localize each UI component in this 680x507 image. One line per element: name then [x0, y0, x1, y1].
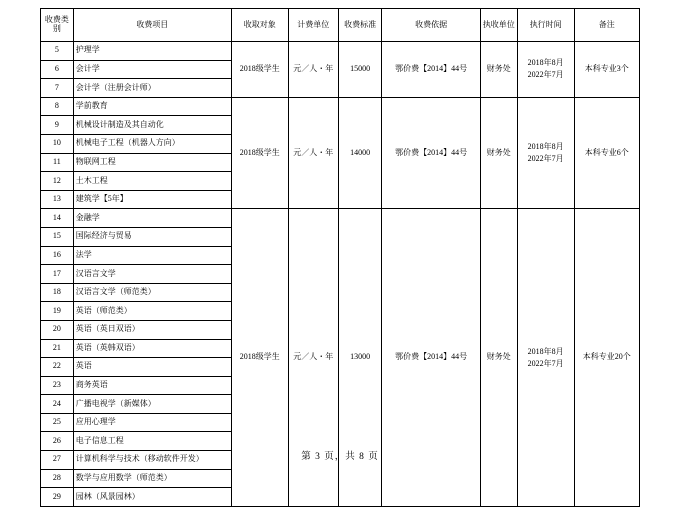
header-item: 收费项目 — [73, 9, 231, 42]
row-no: 24 — [41, 395, 74, 414]
group-object: 2018级学生 — [231, 42, 288, 98]
row-item: 会计学（注册会计师） — [73, 79, 231, 98]
header-unit: 计费单位 — [288, 9, 338, 42]
row-no: 26 — [41, 432, 74, 451]
row-no: 6 — [41, 60, 74, 79]
row-item: 数学与应用数学（师范类） — [73, 469, 231, 488]
group-standard: 13000 — [338, 209, 382, 507]
table-row — [41, 209, 640, 228]
header-object: 收取对象 — [231, 9, 288, 42]
table-row — [41, 42, 640, 61]
row-no: 18 — [41, 283, 74, 302]
row-no: 23 — [41, 376, 74, 395]
row-item: 会计学 — [73, 60, 231, 79]
row-item: 英语（英韩双语） — [73, 339, 231, 358]
fee-schedule-table — [40, 8, 640, 507]
row-no: 27 — [41, 451, 74, 470]
group-basis: 鄂价费【2014】44号 — [382, 97, 480, 209]
group-note: 本科专业3个 — [574, 42, 640, 98]
row-item: 物联网工程 — [73, 153, 231, 172]
row-item: 应用心理学 — [73, 413, 231, 432]
row-item: 计算机科学与技术（移动软件开发） — [73, 451, 231, 470]
row-item: 园林（风景园林） — [73, 488, 231, 507]
group-note: 本科专业20个 — [574, 209, 640, 507]
row-no: 11 — [41, 153, 74, 172]
row-no: 5 — [41, 42, 74, 61]
group-org: 财务处 — [480, 97, 517, 209]
group-unit: 元／人・年 — [288, 42, 338, 98]
group-unit: 元／人・年 — [288, 97, 338, 209]
row-no: 9 — [41, 116, 74, 135]
row-item: 国际经济与贸易 — [73, 227, 231, 246]
row-no: 12 — [41, 172, 74, 191]
row-item: 法学 — [73, 246, 231, 265]
group-time-start: 2018年8月 — [527, 346, 564, 356]
group-org: 财务处 — [480, 42, 517, 98]
row-item: 建筑学【5年】 — [73, 190, 231, 209]
row-no: 15 — [41, 227, 74, 246]
row-no: 17 — [41, 265, 74, 284]
row-no: 8 — [41, 97, 74, 116]
row-no: 20 — [41, 320, 74, 339]
group-time — [517, 42, 574, 98]
row-item: 英语（英日双语） — [73, 320, 231, 339]
row-item: 商务英语 — [73, 376, 231, 395]
table-row — [41, 97, 640, 116]
row-item: 机械电子工程（机器人方向） — [73, 134, 231, 153]
row-item: 学前教育 — [73, 97, 231, 116]
row-no: 19 — [41, 302, 74, 321]
group-standard: 15000 — [338, 42, 382, 98]
header-note: 备注 — [574, 9, 640, 42]
row-no: 28 — [41, 469, 74, 488]
header-time: 执行时间 — [517, 9, 574, 42]
table-header-row — [41, 9, 640, 42]
group-basis: 鄂价费【2014】44号 — [382, 209, 480, 507]
row-no: 25 — [41, 413, 74, 432]
row-no: 13 — [41, 190, 74, 209]
row-item: 护理学 — [73, 42, 231, 61]
group-object: 2018级学生 — [231, 97, 288, 209]
row-item: 电子信息工程 — [73, 432, 231, 451]
row-no: 22 — [41, 358, 74, 377]
page-footer: 第 3 页，共 8 页 — [301, 452, 379, 462]
row-item: 机械设计制造及其自动化 — [73, 116, 231, 135]
row-item: 英语（师范类） — [73, 302, 231, 321]
group-time — [517, 97, 574, 209]
group-time-start: 2018年8月 — [527, 58, 564, 68]
row-item: 土木工程 — [73, 172, 231, 191]
row-item: 金融学 — [73, 209, 231, 228]
group-time-start: 2018年8月 — [527, 142, 564, 152]
group-time-end: 2022年7月 — [527, 70, 564, 80]
row-no: 16 — [41, 246, 74, 265]
group-standard: 14000 — [338, 97, 382, 209]
row-item: 广播电视学（新媒体） — [73, 395, 231, 414]
group-time-end: 2022年7月 — [527, 154, 564, 164]
group-time-end: 2022年7月 — [527, 358, 564, 368]
row-item: 英语 — [73, 358, 231, 377]
group-basis: 鄂价费【2014】44号 — [382, 42, 480, 98]
group-unit: 元／人・年 — [288, 209, 338, 507]
header-standard: 收费标准 — [338, 9, 382, 42]
row-no: 29 — [41, 488, 74, 507]
group-org: 财务处 — [480, 209, 517, 507]
row-item: 汉语言文学 — [73, 265, 231, 284]
group-note: 本科专业6个 — [574, 97, 640, 209]
header-org: 执收单位 — [480, 9, 517, 42]
row-no: 10 — [41, 134, 74, 153]
header-category: 收费类别 — [41, 9, 74, 42]
row-no: 21 — [41, 339, 74, 358]
group-object: 2018级学生 — [231, 209, 288, 507]
row-item: 汉语言文学（师范类） — [73, 283, 231, 302]
row-no: 14 — [41, 209, 74, 228]
header-basis: 收费依据 — [382, 9, 480, 42]
row-no: 7 — [41, 79, 74, 98]
